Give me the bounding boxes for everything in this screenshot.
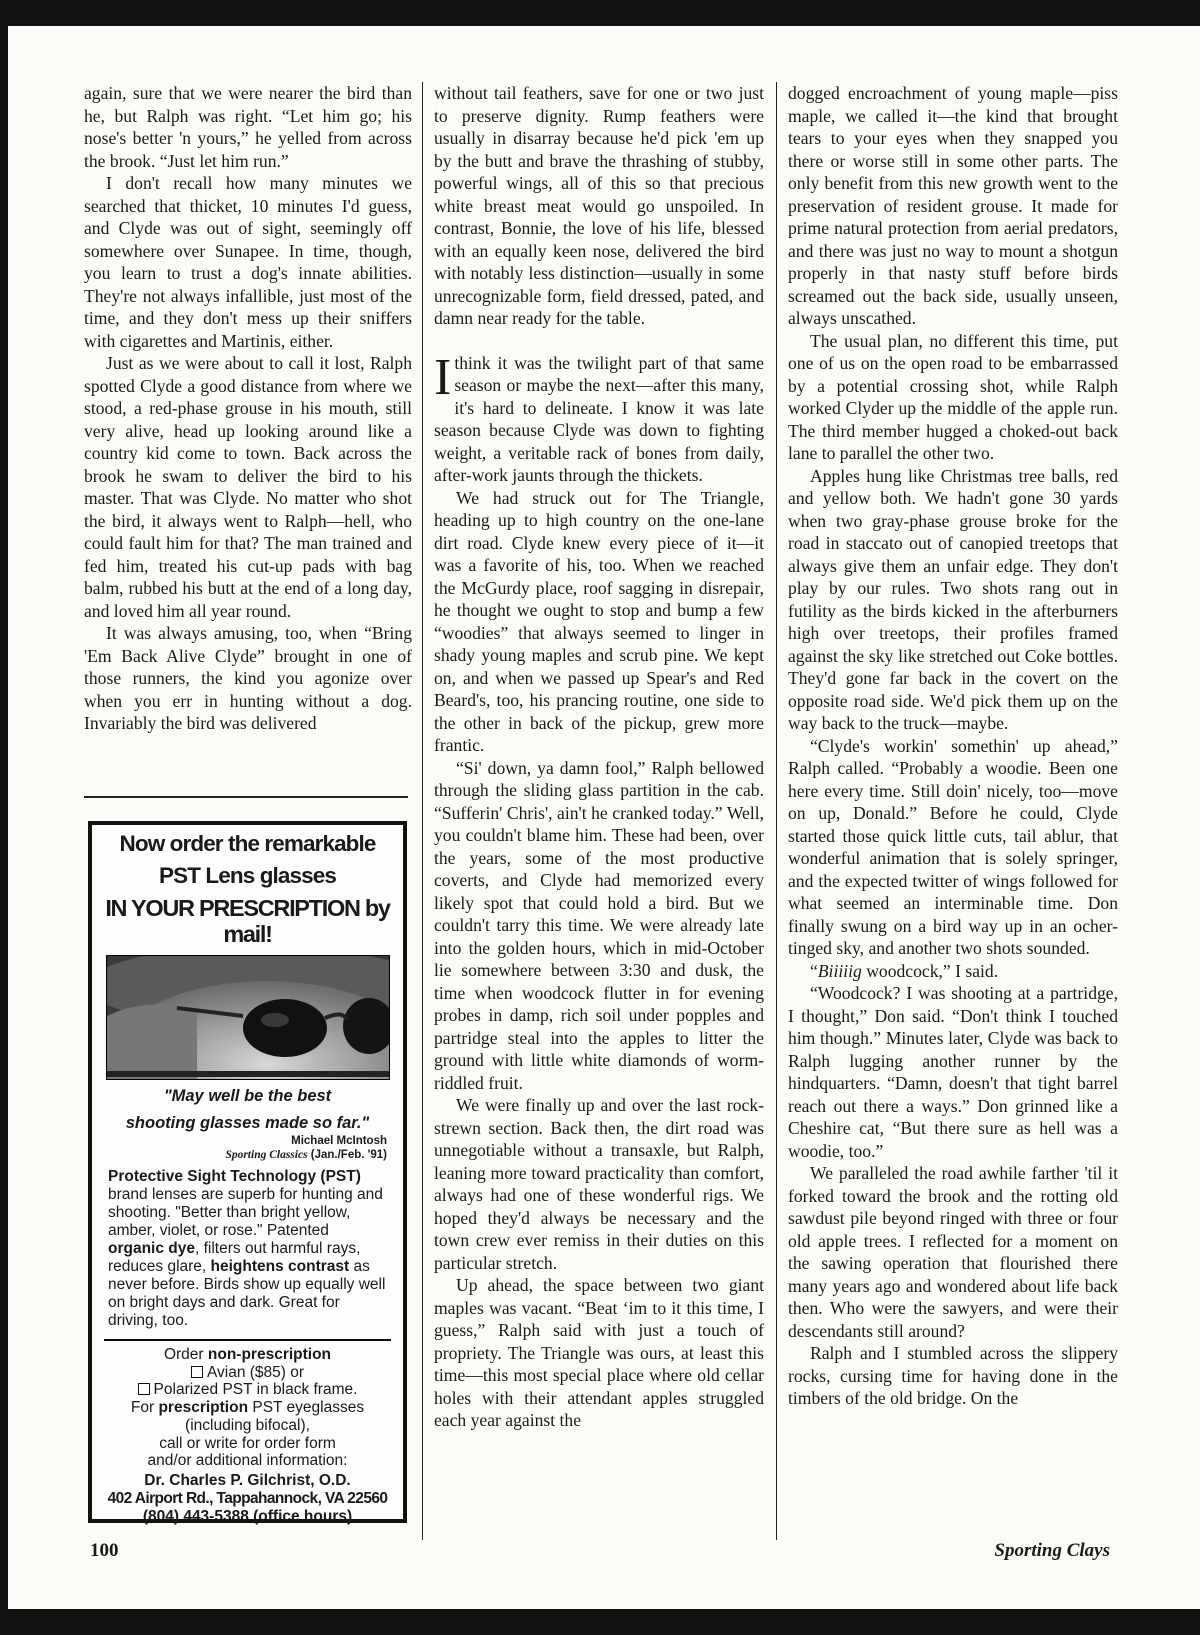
ad-prescription-line	[92, 1399, 403, 1417]
article-paragraph: without tail feathers, save for one or two just to preserve dignity. Rump feathers were usually in disarray because he'd pick 'em up by the butt and brave the thrashing of stubby, powerful wings, all of this so that precious white breast meat would go unspoiled. In contrast, Bonnie, the love of his life, blessed with an equally keen nose, delivered the bird with notably less distinction—usually in some unrecognizable form, field dressed, pated, and damn near ready for the table.	[434, 83, 764, 328]
ad-prescription-line-2: (including bifocal),	[185, 1416, 310, 1434]
article-paragraph: “Si' down, ya damn fool,” Ralph bellowed through the sliding glass partition in the cab. “Sufferin' Chris', ain't he cranked today.” Well, you couldn't blame him. These had been, over the years, some of the most productive coverts, and Clyde had memorized every likely spot that could hold a bird. But we couldn't tarry this time. We were already late into the golden hours, which in mid-October lie somewhere between 3:30 and dusk, the time when woodcock flutter in for evening probes in damp, rich soil under popples and partridge steal into the apples to litter the ground with little white diamonds of worm-riddled fruit.	[434, 757, 764, 1093]
page-number: 100	[90, 1540, 119, 1561]
pst-lens-advertisement	[88, 821, 407, 1523]
magazine-title: Sporting Clays	[994, 1540, 1110, 1561]
ad-source-title: Sporting Classics	[225, 1149, 308, 1161]
article-paragraph: It was always amusing, too, when “Bring 'Em Back Alive Clyde” brought in one of those runners, the kind you agonize over when you err in hunting without a dog. Invariably the bird was delivered	[84, 623, 412, 733]
drop-cap: I	[434, 348, 452, 406]
article-paragraph: Ralph and I stumbled across the slippery rocks, cursing time for having done in the timbers of the old bridge. On the	[788, 1343, 1118, 1408]
ad-headline-3: IN YOUR PRESCRIPTION by mail!	[105, 895, 390, 947]
ad-separator	[104, 1339, 391, 1341]
ad-attribution-source	[92, 1148, 403, 1162]
ad-contact-block	[92, 1472, 403, 1526]
article-paragraph: We had struck out for The Triangle, heading up to high country on the one-lane dirt road. Clyde knew every piece of it—it was a favorite of his, too. When we reached the McGurdy place, roof sagging in disrepair, he thought we ought to stop and bump a few “woodies” that always seemed to linger in shady young maples and scrub pine. We kept on, and when we passed up Spear's and Red Beard's, too, his prancing routine, one side to the other in back of the pickup, grew more frantic.	[434, 487, 764, 755]
sunglasses-photo-icon	[107, 956, 389, 1079]
ad-attribution-name: Michael McIntosh	[291, 1135, 387, 1147]
ad-option-avian	[92, 1364, 403, 1382]
ad-call-line-1: call or write for order form	[159, 1434, 336, 1452]
article-column-2	[434, 82, 764, 1432]
checkbox-icon	[138, 1383, 150, 1395]
ad-contact-name: Dr. Charles P. Gilchrist, O.D.	[144, 1471, 351, 1489]
section-opening-paragraph	[434, 348, 764, 487]
article-paragraph: I don't recall how many minutes we searched that thicket, 10 minutes I'd guess, and Clyde was out of sight, seemingly off somewhere over Sunapee. In time, though, you learn to trust a dog's innate abilities. They're not always infallible, just most of the time, and they don't mess up their sniffers with cigarettes and Martinis, either.	[84, 173, 412, 351]
ad-source-date: (Jan./Feb. '91)	[310, 1149, 387, 1161]
article-column-2-rest	[434, 487, 764, 1432]
ad-headline-2: PST Lens glasses	[159, 863, 336, 888]
ad-option-polarized	[92, 1381, 403, 1399]
ad-quote-line-2: shooting glasses made so far."	[125, 1114, 370, 1132]
section-opening-text: think it was the twilight part of that same season or maybe the next—after this many, it's hard to delineate. I know it was late season because Clyde was down to fighting weight, a veritable rack of bones from daily, after-work jaunts through the thickets.	[434, 352, 764, 485]
ad-contact-phone: (804) 443-5388 (office hours)	[142, 1507, 353, 1525]
ad-presc-bold: prescription	[158, 1399, 249, 1417]
ad-body-text-2: , filters out harmful rays, reduces glare,	[108, 1240, 361, 1275]
article-paragraph: “Clyde's workin' somethin' up ahead,” Ralph called. “Probably a woodie. Been one here every time. Still doin' nicely, too—move on up, Donald.” Before he could, Clyde started those quick little cuts, tail ablur, that wonderful animation that is solely springer, and the expected twitter of wings followed for what seemed an interminable time. Don finally swung on a bird way up in an ocher-tinged sky, and another two shots sounded.	[788, 735, 1118, 958]
ad-option-2-label: Polarized PST in black frame.	[153, 1381, 358, 1399]
ad-order-bold: non-prescription	[207, 1346, 332, 1363]
ad-order-pre: Order	[163, 1346, 208, 1363]
section-break	[434, 330, 764, 352]
ad-body-text-3: as never before. Birds show up equally well on bright days and dark. Great for driving, too.	[108, 1258, 386, 1329]
article-paragraph: dogged encroachment of young maple—piss maple, we called it—the kind that brought tears to your eyes when they snapped you there or worse still in some other parts. The only benefit from this new growth went to the preservation of resident grouse. It made for prime natural protection from aerial predators, and there was just no way to mount a shotgun properly in that nasty stuff before birds screamed out the back side, usually unseen, always unscathed.	[788, 83, 1118, 328]
ad-presc-post: PST eyeglasses	[248, 1399, 365, 1417]
ad-order-block	[92, 1346, 403, 1470]
article-column-1	[84, 82, 412, 735]
magazine-page	[8, 26, 1200, 1609]
ad-body-copy	[92, 1162, 403, 1330]
ad-photo-man-in-sunglasses	[106, 955, 390, 1080]
ad-body-bold-1: organic dye	[108, 1240, 195, 1257]
ad-contact-address: 402 Airport Rd., Tappahannock, VA 22560	[107, 1489, 388, 1507]
article-paragraph: “Woodcock? I was shooting at a partridge, I thought,” Don said. “Don't think I touched him though.” Minutes later, Clyde was back to Ralph lugging another runner by the hindquarters. “Damn, doesn't that tight barrel reach out there a ways.” Don grinned like a Cheshire cat, “But there sure as hell was a woodie, too.”	[788, 983, 1118, 1161]
ad-order-line	[92, 1346, 403, 1364]
article-column-3	[788, 82, 1118, 1410]
ad-call-line-2: and/or additional information:	[147, 1452, 348, 1470]
article-paragraph: Up ahead, the space between two giant maples was vacant. “Beat ‘im to it this time, I guess,” Ralph said with just a touch of propriety. The Triangle was ours, at least this time—this most special place where old cellar holes with their attendant apples struggled each year against the	[434, 1275, 764, 1430]
ad-option-1-label: Avian ($85) or	[206, 1363, 305, 1381]
article-paragraph: “Biiiiig woodcock,” I said.	[810, 960, 999, 981]
article-paragraph: Apples hung like Christmas tree balls, red and yellow both. We hadn't gone 30 yards when two gray-phase grouse broke for the road in staccato out of canopied treetops that always give them an unfair edge. They don't play by our rules. Two shots rang out in futility as the birds kicked in the afterburners high over treetops, their profiles framed against the sky like stretched out Coke bottles. They'd gone far back in the covert on the opposite road side. We'd pick them up on the way back to the truck—maybe.	[788, 465, 1118, 733]
column-rule-2	[776, 82, 777, 1540]
ad-headline-1: Now order the remarkable	[119, 831, 376, 856]
article-paragraph: We were finally up and over the last rock-strewn section. Back then, the dirt road was unnegotiable without a transaxle, but Ralph, leaning more toward practicality than comfort, always had one of these wonderful rigs. We hoped they'd always be necessary and the town crew ever remiss in their duties on this particular stretch.	[434, 1095, 764, 1273]
checkbox-icon	[191, 1366, 203, 1378]
article-paragraph: again, sure that we were nearer the bird than he, but Ralph was right. “Let him go; his nose's better 'n yours,” he yelled from across the brook. “Just let him run.”	[84, 83, 412, 171]
ad-quote-line-1: "May well be the best	[163, 1087, 332, 1105]
column-rule-1	[422, 82, 423, 1540]
ad-body-bold-2: heightens contrast	[210, 1258, 350, 1275]
article-paragraph: The usual plan, no different this time, put one of us on the open road to be embarrassed by a potential crossing shot, while Ralph worked Clyder up the middle of the apple run. The third member hugged a choked-out back lane to parallel the other two.	[788, 330, 1118, 463]
ad-body-lead: Protective Sight Technology (PST)	[108, 1168, 361, 1185]
article-paragraph: We paralleled the road awhile farther 'til it forked toward the brook and the rotting old sawdust pile beyond ringed with three or four old apple trees. I reflected for a moment on the sawing operation that flourished there many years ago and wondered about life back then. Who were the sawyers, and were their descendants still around?	[788, 1163, 1118, 1341]
ad-body-text-1: brand lenses are superb for hunting and shooting. "Better than bright yellow, amber, violet, or rose." Patented	[108, 1186, 383, 1239]
column-divider-rule	[84, 796, 408, 798]
ad-presc-pre: For	[130, 1399, 159, 1417]
article-paragraph: Just as we were about to call it lost, Ralph spotted Clyde a good distance from where we stood, a red-phase grouse in his mouth, still very alive, head up looking around like a country kid come to town. Back across the brook he swam to deliver the bird to his master. That was Clyde. No matter who shot the bird, it always went to Ralph—hell, who could fault him for that? The man trained and fed him, treated his cut-up pads with bag balm, rubbed his butt at the end of a long day, and loved him all year round.	[84, 353, 412, 621]
